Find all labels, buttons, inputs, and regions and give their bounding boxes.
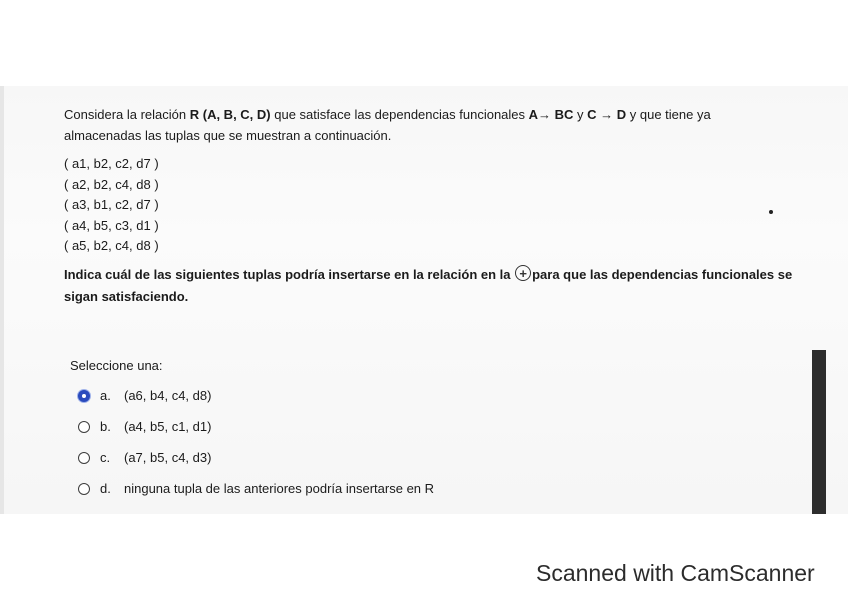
- instruction-part-2: para que las dependencias funcionales se: [532, 267, 793, 282]
- question-text: [64, 104, 794, 146]
- radio-selected-icon[interactable]: [78, 390, 90, 402]
- answer-options: [78, 380, 434, 504]
- scan-edge: [0, 86, 4, 514]
- select-label: Seleccione una:: [70, 358, 163, 373]
- question-intro: Considera la relación: [64, 107, 190, 122]
- option-letter: d.: [100, 481, 111, 496]
- relation-name: R (A, B, C, D): [189, 107, 271, 122]
- radio-empty-icon[interactable]: [78, 421, 90, 433]
- tuple-row: ( a2, b2, c4, d8 ): [64, 176, 159, 192]
- option-text: (a4, b5, c1, d1): [124, 419, 212, 434]
- option-d[interactable]: [78, 473, 434, 504]
- option-letter: a.: [100, 388, 111, 403]
- dependency-1: A→ BC: [528, 107, 574, 122]
- tuple-row: ( a4, b5, c3, d1 ): [64, 217, 159, 233]
- scan-speck: [769, 210, 773, 214]
- zoom-plus-icon[interactable]: [515, 265, 531, 281]
- tuple-row: ( a5, b2, c4, d8 ): [64, 238, 159, 253]
- question-line-1: [64, 104, 794, 125]
- instruction-line-1: [64, 264, 804, 286]
- question-line-2: almacenadas las tuplas que se muestran a continuación.: [64, 128, 392, 143]
- option-text: (a6, b4, c4, d8): [124, 388, 212, 403]
- tuple-row: ( a1, b2, c2, d7 ): [64, 156, 159, 171]
- question-and: y: [573, 107, 588, 122]
- instruction-text: [64, 264, 804, 308]
- option-a[interactable]: [78, 380, 434, 411]
- dependency-2: C → D: [587, 107, 627, 122]
- option-text: (a7, b5, c4, d3): [124, 450, 212, 465]
- radio-empty-icon[interactable]: [78, 452, 90, 464]
- tuple-row: ( a3, b1, c2, d7 ): [64, 197, 159, 212]
- option-letter: c.: [100, 450, 111, 465]
- radio-empty-icon[interactable]: [78, 483, 90, 495]
- scan-dark-bar: [812, 350, 826, 514]
- option-text: ninguna tupla de las anteriores podría insertarse en R: [124, 481, 435, 496]
- option-letter: b.: [100, 419, 111, 434]
- option-c[interactable]: [78, 442, 434, 473]
- option-b[interactable]: [78, 411, 434, 442]
- tuple-list: [64, 154, 159, 257]
- scanner-watermark: Scanned with CamScanner: [536, 560, 815, 586]
- instruction-part-1: Indica cuál de las siguientes tuplas podría insertarse en la relación en la: [64, 267, 515, 282]
- question-mid: que satisface las dependencias funcionales: [270, 107, 529, 122]
- instruction-line-2: sigan satisfaciendo.: [64, 289, 189, 304]
- question-tail: y que tiene ya: [626, 107, 711, 122]
